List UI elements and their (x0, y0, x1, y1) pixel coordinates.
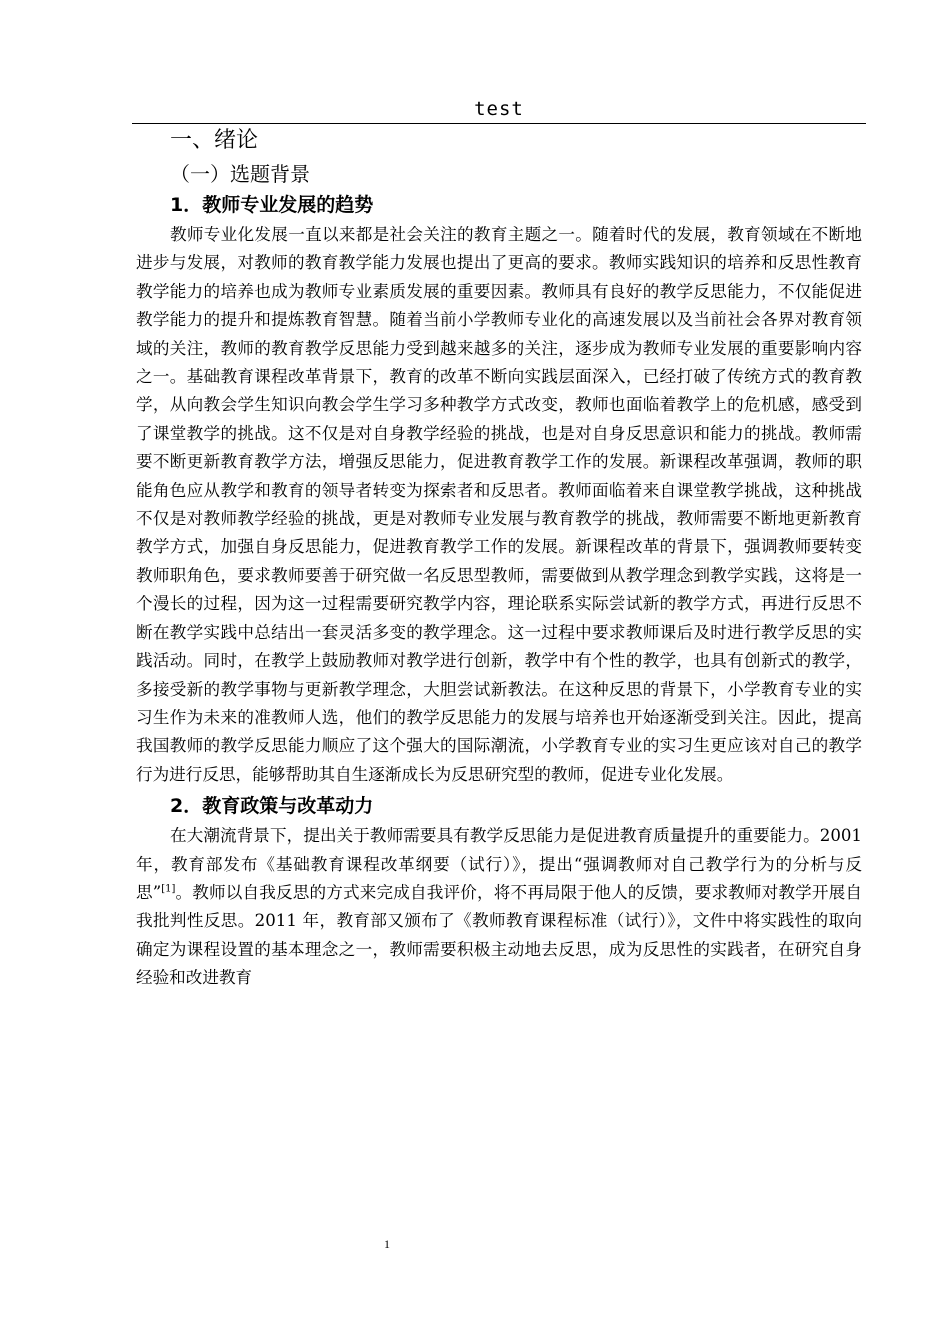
section-title: （一）选题背景 (170, 162, 310, 186)
header-rule (132, 123, 866, 124)
paragraph-2-text-b: 。教师以自我反思的方式来完成自我评价，将不再局限于他人的反馈，要求教师对教学开展自我批判性反思。2011 年，教育部又颁布了《教师教育课程标准（试行）》，文件中将实践性的取向确定为课程设置的基本理念之一，教师需要积极主动地去反思，成为反思性的实践者，在研究自身经验和改进教育 (136, 882, 863, 988)
running-header: test (474, 98, 524, 120)
body-paragraph-1: 教师专业化发展一直以来都是社会关注的教育主题之一。随着时代的发展，教育领域在不断地进步与发展，对教师的教育教学能力发展也提出了更高的要求。教师实践知识的培养和反思性教育教学能力的培养也成为教师专业素质发展的重要因素。教师具有良好的教学反思能力，不仅能促进教学能力的提升和提炼教育智慧。随着当前小学教师专业化的高速发展以及当前社会各界对教育领域的关注，教师的教育教学反思能力受到越来越多的关注，逐步成为教师专业发展的重要影响内容之一。基础教育课程改革背景下，教育的改革不断向实践层面深入，已经打破了传统方式的教育教学，从向教会学生知识向教会学生学习多种教学方式改变，教师也面临着教学上的危机感，感受到了课堂教学的挑战。这不仅是对自身教学经验的挑战，也是对自身反思意识和能力的挑战。教师需要不断更新教育教学方法，增强反思能力，促进教育教学工作的发展。新课程改革强调，教师的职能角色应从教学和教育的领导者转变为探索者和反思者。教师面临着来自课堂教学挑战，这种挑战不仅是对教师教学经验的挑战，更是对教师专业发展与教育教学的挑战，教师需要不断地更新教育教学方式，加强自身反思能力，促进教育教学工作的发展。新课程改革的背景下，强调教师要转变教师职角色，要求教师要善于研究做一名反思型教师，需要做到从教学理念到教学实践，这将是一个漫长的过程，因为这一过程需要研究教学内容，理论联系实际尝试新的教学方式，再进行反思不断在教学实践中总结出一套灵活多变的教学理念。这一过程中要求教师课后及时进行教学反思的实践活动。同时，在教学上鼓励教师对教学进行创新，教学中有个性的教学，也具有创新式的教学，多接受新的教学事物与更新教学理念，大胆尝试新教法。在这种反思的背景下，小学教育专业的实习生作为未来的准教师人选，他们的教学反思能力的发展与培养也开始逐渐受到关注。因此，提高我国教师的教学反思能力顺应了这个强大的国际潮流，小学教育专业的实习生更应该对自己的教学行为进行反思，能够帮助其自生逐渐成长为反思研究型的教师，促进专业化发展。 (136, 225, 862, 784)
page-number: 1 (384, 1237, 390, 1251)
subsection-title-2: 2．教育政策与改革动力 (170, 795, 374, 818)
paragraph-2-text-a: 在大潮流背景下，提出关于教师需要具有教学反思能力是促进教育质量提升的重要能力。2001 年，教育部发布《基础教育课程改革纲要（试行）》，提出“强调教师对自己教学行为的分析与反思” (136, 826, 862, 902)
subsection-title-1: 1．教师专业发展的趋势 (170, 194, 374, 216)
citation-marker[interactable]: [1] (161, 883, 176, 895)
body-content (136, 126, 862, 993)
body-paragraph-2 (136, 822, 862, 992)
chapter-title: 一、绪论 (170, 128, 259, 153)
